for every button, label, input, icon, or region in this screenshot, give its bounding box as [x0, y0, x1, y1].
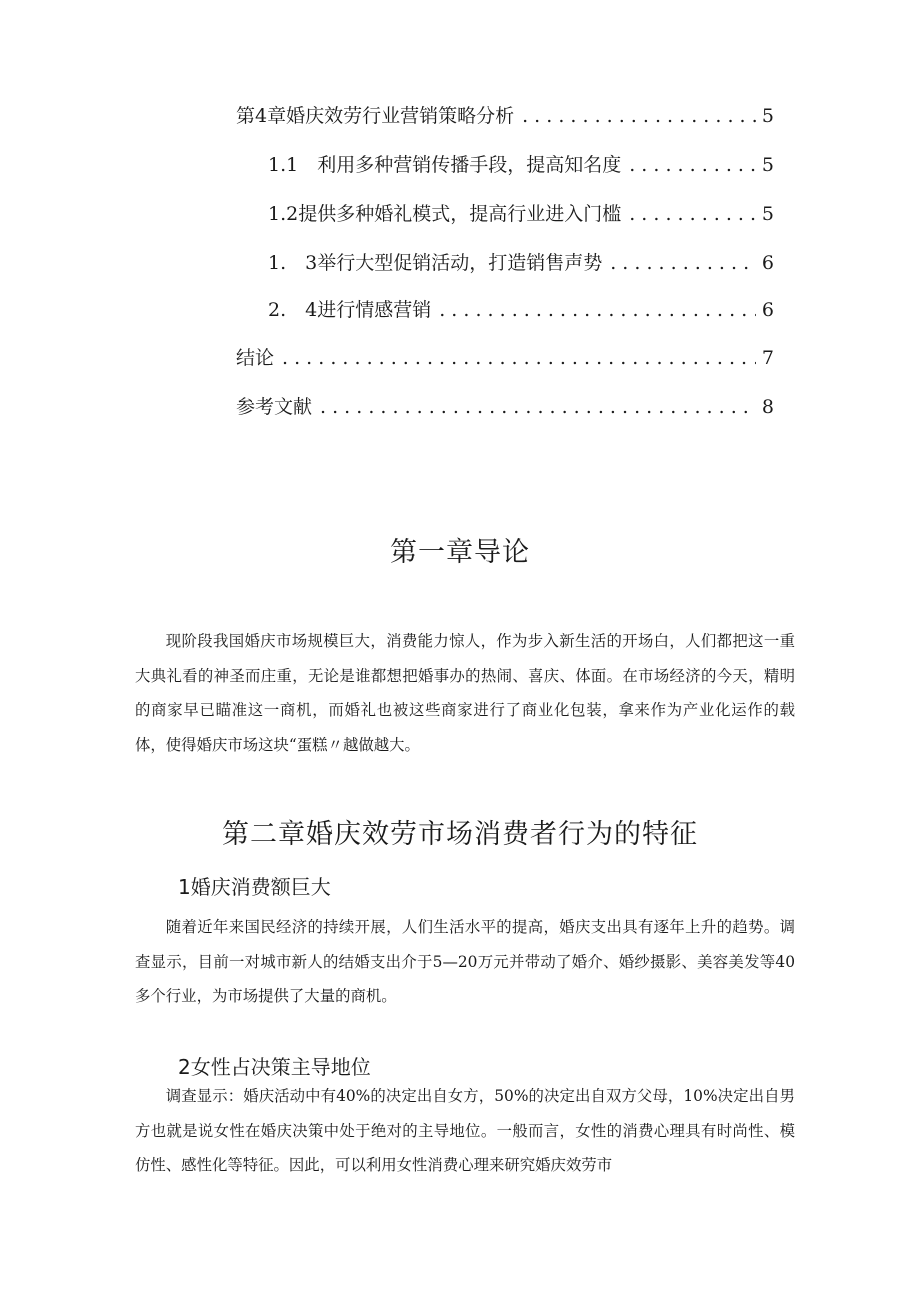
- toc-leader-dots: [629, 199, 756, 229]
- toc-leader-dots: [522, 101, 756, 131]
- toc-leader-dots: [320, 392, 756, 422]
- toc-entry[interactable]: [268, 295, 774, 325]
- section-2-heading: 2女性占决策主导地位: [178, 1055, 371, 1079]
- chapter-1-paragraph: 现阶段我国婚庆市场规模巨大，消费能力惊人，作为步入新生活的开场白，人们都把这一重大典礼看的神圣而庄重，无论是谁都想把婚事办的热闹、喜庆、体面。在市场经济的今天，精明的商家早已瞄准这一商机，而婚礼也被这些商家进行了商业化包装，拿来作为产业化运作的载体，使得婚庆市场这块“蛋糕〃越做越大。: [135, 632, 795, 754]
- toc-entry-title: 1.1 利用多种营销传播手段，提高知名度: [268, 154, 622, 176]
- section-1-heading: 1婚庆消费额巨大: [178, 875, 331, 899]
- toc-entry-title: 1.2提供多种婚礼模式，提高行业进入门槛: [268, 203, 622, 225]
- toc-leader-dots: [439, 295, 756, 325]
- toc-entry-page: 5: [761, 203, 774, 225]
- toc-entry-page: 5: [761, 105, 774, 127]
- toc-entry-title: 2. 4进行情感营销: [268, 299, 432, 321]
- toc-entry[interactable]: [268, 199, 774, 229]
- toc-entry-page: 5: [761, 154, 774, 176]
- toc-entry-page: 8: [761, 396, 774, 418]
- chapter-1-title: 第一章导论: [390, 537, 530, 568]
- toc-entry[interactable]: [268, 248, 774, 278]
- toc-entry[interactable]: [236, 392, 774, 422]
- toc-entry-title: 参考文献: [236, 396, 313, 418]
- toc-entry-page: 6: [761, 252, 774, 274]
- toc-entry-page: 7: [761, 347, 774, 369]
- toc-entry-title: 结论: [236, 347, 275, 369]
- toc-leader-dots: [629, 150, 756, 180]
- chapter-2-title: 第二章婚庆效劳市场消费者行为的特征: [222, 819, 698, 850]
- toc-leader-dots: [610, 248, 756, 278]
- section-1-paragraph: 随着近年来国民经济的持续开展，人们生活水平的提高，婚庆支出具有逐年上升的趋势。调查显示，目前一对城市新人的结婚支出介于5—20万元并带动了婚介、婚纱摄影、美容美发等40多个行业，为市场提供了大量的商机。: [135, 918, 795, 1005]
- toc-entry[interactable]: [236, 343, 774, 373]
- section-2-paragraph: 调查显示：婚庆活动中有40%的决定出自女方，50%的决定出自双方父母，10%决定出自男方也就是说女性在婚庆决策中处于绝对的主导地位。一般而言，女性的消费心理具有时尚性、模仿性、感性化等特征。因此，可以利用女性消费心理来研究婚庆效劳市: [135, 1087, 795, 1174]
- toc-entry-title: 1. 3举行大型促销活动，打造销售声势: [268, 252, 603, 274]
- toc-entry[interactable]: [236, 101, 774, 131]
- toc-leader-dots: [282, 343, 756, 373]
- toc-entry-page: 6: [761, 299, 774, 321]
- toc-entry-title: 第4章婚庆效劳行业营销策略分析: [236, 105, 515, 127]
- toc-entry[interactable]: [268, 150, 774, 180]
